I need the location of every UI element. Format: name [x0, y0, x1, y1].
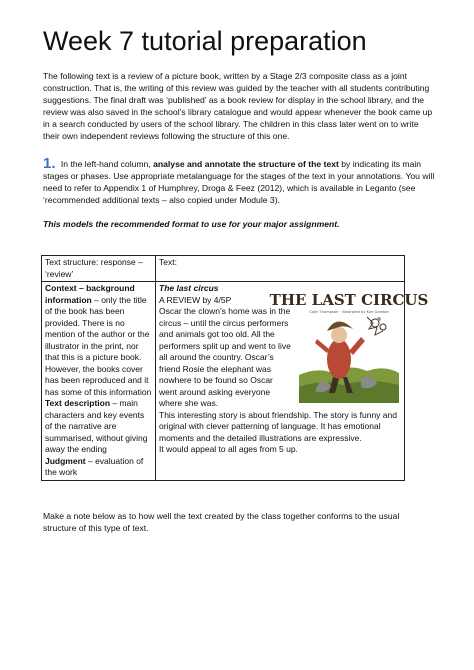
question-number: 1.: [43, 155, 56, 172]
header-structure: Text structure: response – ‘review’: [42, 256, 156, 282]
table-body-row: [42, 282, 405, 481]
judgment-text: – evaluation of the work: [45, 455, 144, 477]
description-text: – main characters and key events of the narrative are summarised, without giving away the ending: [45, 398, 148, 454]
structure-annotations: [42, 282, 156, 481]
review-table: [41, 255, 429, 481]
intro-paragraph: The following text is a review of a picture book, written by a Stage 2/3 composite class as a joint construction. That is, the writing of this review was guided by the teacher with all students contributing suggestions. The final draft was ‘published’ as a book review for display in the school library, and the review was also saved in the school’s library catalogue and would appear whenever the book came up in a search conducted by users of the school library. The children in this class later went on to write their own independent reviews following the structure of this one.: [43, 71, 433, 141]
book-title: The last circus: [159, 283, 219, 293]
table-header-row: [42, 256, 405, 282]
format-note: This models the recommended format to use for your major assignment.: [43, 219, 340, 229]
cover-title: THE LAST CIRCUS: [269, 291, 429, 309]
review-judgment: This interesting story is about friendship. The story is funny and original with clever patterning of language. It has emotional moments and the detailed illustrations are expressive.: [159, 409, 397, 443]
description-label: Text description: [45, 398, 111, 408]
book-cover-illustration: [269, 283, 429, 403]
review-byline: A REVIEW by 4/5P: [159, 294, 232, 305]
review-recommendation: It would appeal to all ages from 5 up.: [159, 444, 298, 454]
page-title: Week 7 tutorial preparation: [43, 26, 367, 56]
question-1: [43, 157, 435, 206]
header-text: Text:: [156, 256, 405, 282]
judgment-label: Judgment: [45, 455, 86, 466]
closing-instruction: Make a note below as to how well the text created by the class together conforms to the usual structure of this type of text.: [43, 511, 400, 533]
review-text: [156, 282, 429, 481]
book-cover-image: [269, 283, 429, 403]
context-text: – only the title of the book has been provided. There is no mention of the author or the illustrator in the print, nor that this is a picture book. However, the books cover has been reproduced and it has some of this information: [45, 294, 152, 397]
cover-credits: Colin Thompson · illustrated by Kim Gamble: [309, 310, 389, 314]
question-text-after: by indicating its main stages or phases. Use appropriate metalanguage for the stages of the text in your annotations. You will need to refer to Appendix 1 of Humphrey, Droga & Feez (2012), which is available in Leganto (see ‘recommended additional texts – also copied under Module 3).: [43, 159, 435, 205]
review-summary: Oscar the clown’s home was in the circus – until the circus performers and animals got too old. All the performers split up and went to live all around the country. Oscar’s friend Rosie the elephant was nowhere to be found so Oscar went around asking everyone where she was.: [159, 306, 291, 408]
context-label: Context – background information: [45, 283, 135, 305]
question-bold-text: analyse and annotate the structure of the text: [153, 159, 339, 169]
question-text-before: In the left-hand column,: [60, 159, 154, 169]
